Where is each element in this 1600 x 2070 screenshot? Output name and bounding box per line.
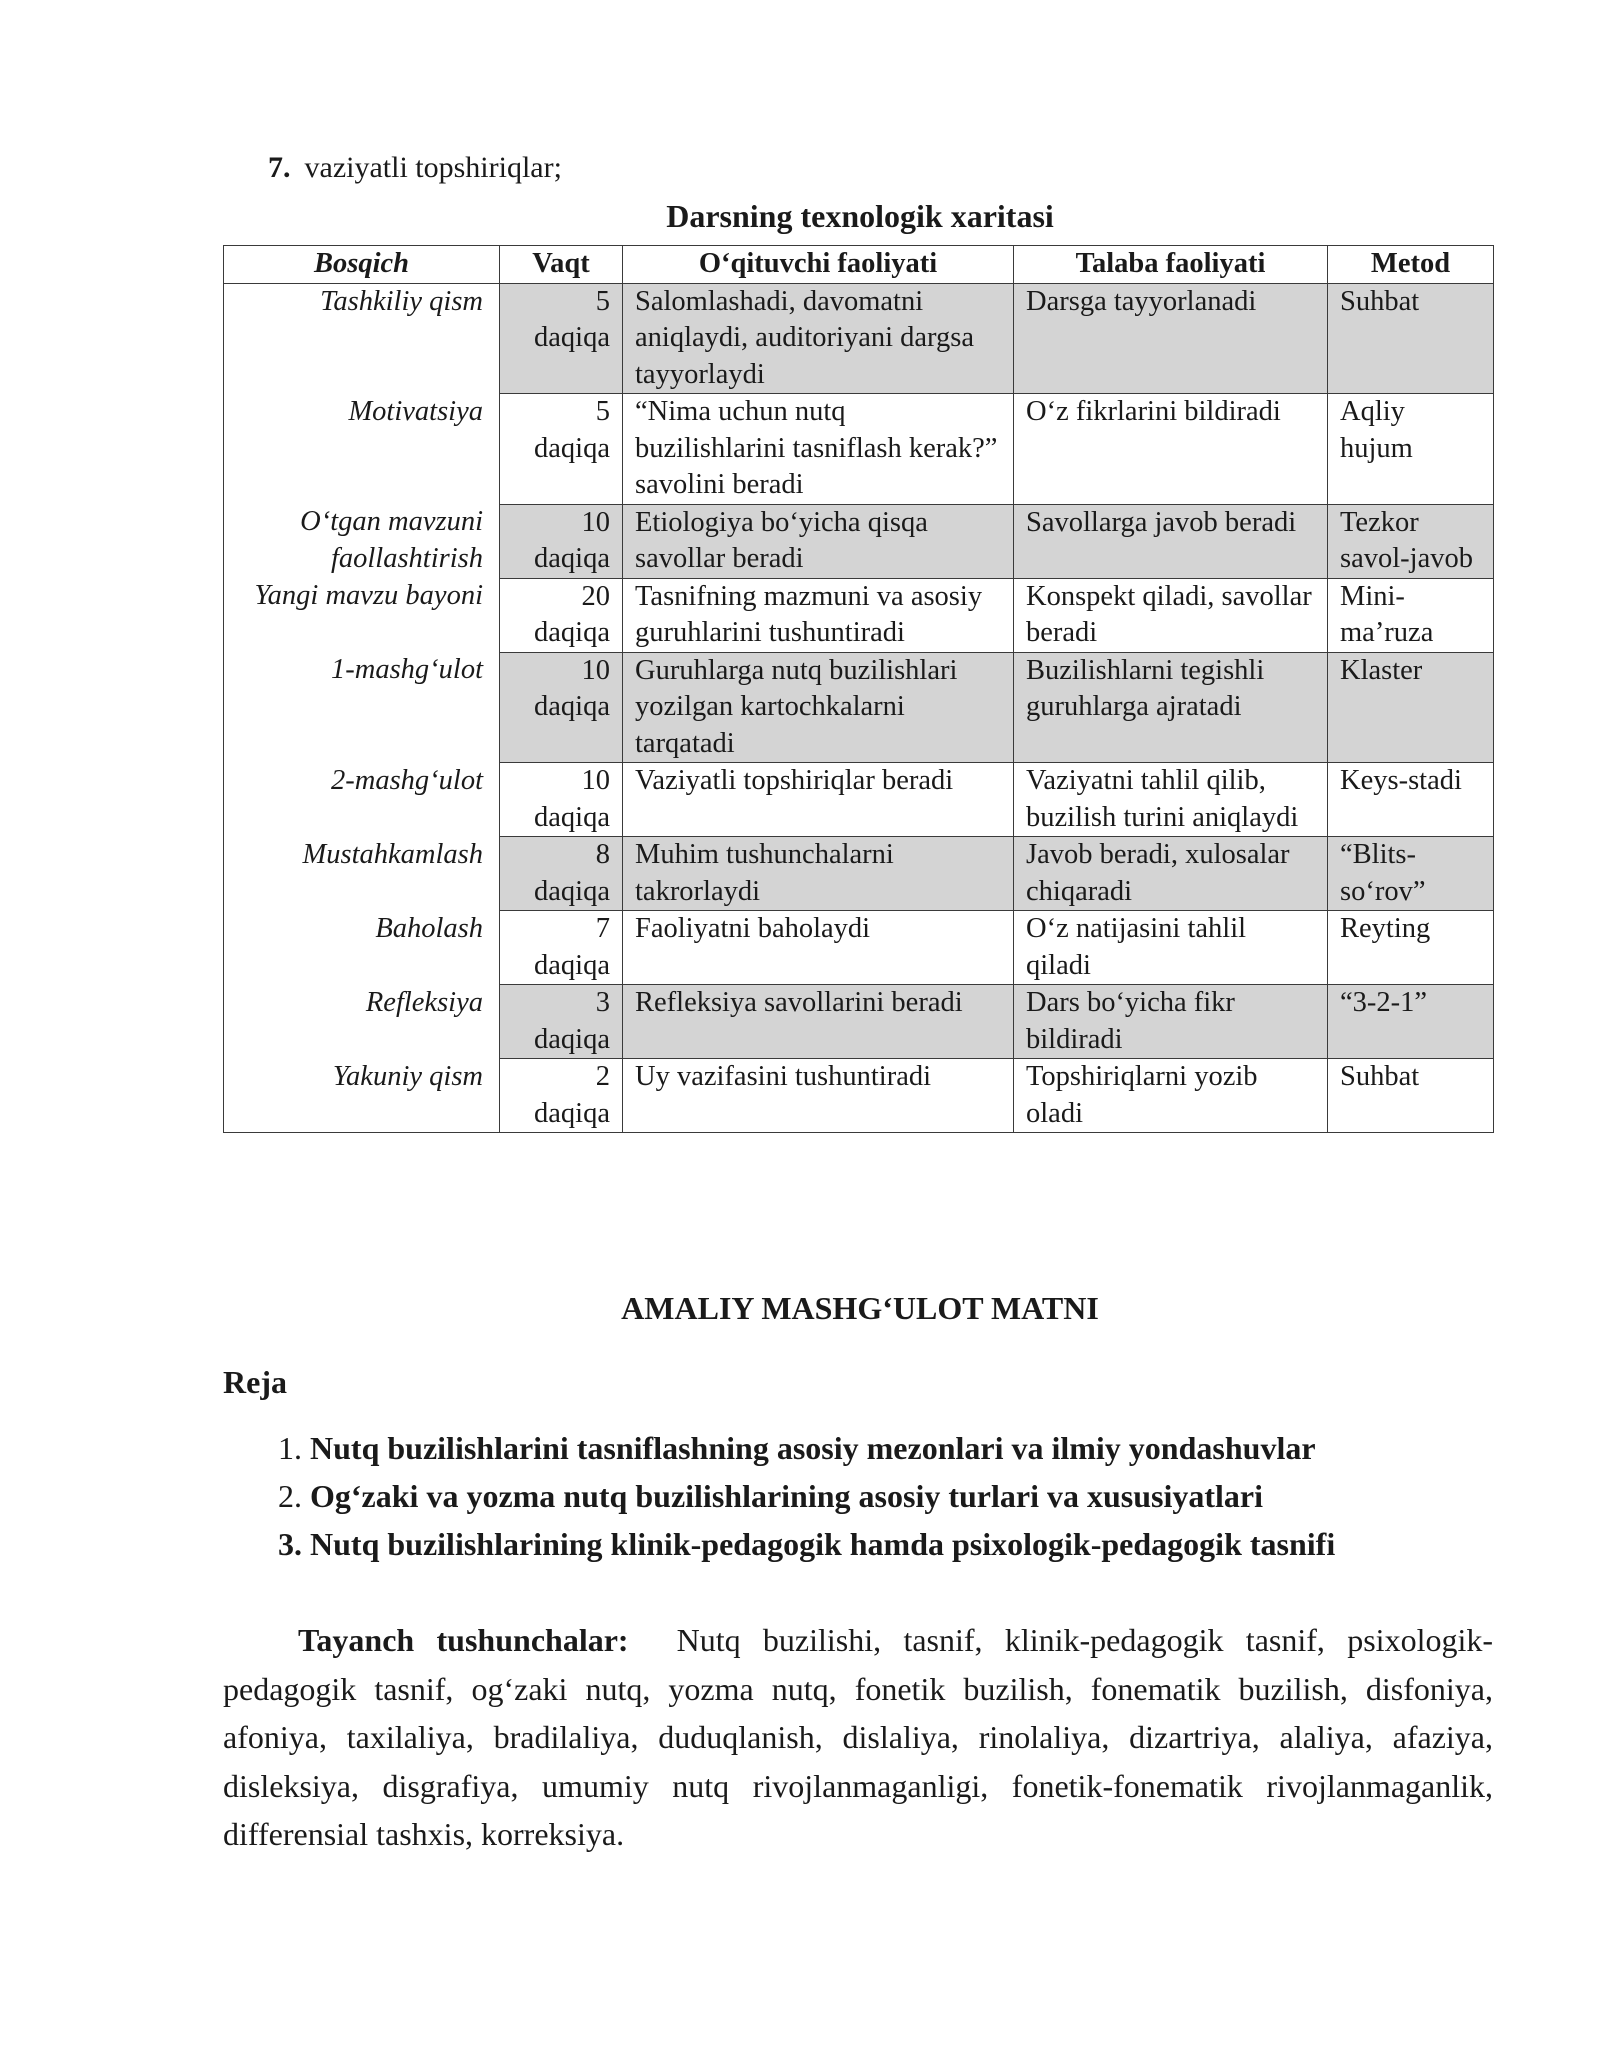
- table-row: [224, 985, 1494, 1059]
- time-value: 2: [595, 1061, 610, 1092]
- stage-cell: Tashkiliy qism: [224, 283, 500, 394]
- header-student: Talaba faoliyati: [1014, 246, 1328, 284]
- time-value: 20: [581, 580, 610, 612]
- time-cell: [500, 394, 623, 505]
- time-value: 8: [595, 839, 610, 870]
- plan-item-3: 3. Nutq buzilishlarining klinik-pedagogik hamda psixologik-pedagogik tasnifi: [278, 1526, 1336, 1562]
- technology-map-table: [223, 245, 1494, 1133]
- method-cell: Klaster: [1328, 652, 1494, 763]
- stage-cell: Motivatsiya: [224, 394, 500, 505]
- stage-cell: Mustahkamlash: [224, 837, 500, 911]
- stage-cell: Refleksiya: [224, 985, 500, 1059]
- table-row: [224, 652, 1494, 763]
- time-value: 7: [595, 913, 610, 944]
- plan-item-2: 2. Og‘zaki va yozma nutq buzilishlarining asosiy turlari va xususiyatlari: [278, 1478, 1263, 1514]
- teacher-activity-cell: Uy vazifasini tushuntiradi: [623, 1059, 1014, 1133]
- time-cell: [500, 504, 623, 578]
- table-header-row: [224, 246, 1494, 284]
- header-teacher: O‘qituvchi faoliyati: [623, 246, 1014, 284]
- stage-cell: O‘tgan mavzuni faollashtirish: [224, 504, 500, 578]
- list-item-7: [268, 150, 562, 186]
- time-cell: [500, 763, 623, 837]
- time-unit: daqiqa: [534, 617, 610, 648]
- time-cell: [500, 911, 623, 985]
- method-cell: “3-2-1”: [1328, 985, 1494, 1059]
- student-activity-cell: O‘z fikrlarini bildiradi: [1014, 394, 1328, 505]
- time-unit: daqiqa: [534, 691, 610, 722]
- stage-cell: Yakuniy qism: [224, 1059, 500, 1133]
- time-cell: [500, 1059, 623, 1133]
- time-unit: daqiqa: [534, 322, 610, 353]
- key-concepts-label: Tayanch tushunchalar:: [298, 1622, 629, 1658]
- student-activity-cell: Konspekt qiladi, savollar beradi: [1014, 578, 1328, 652]
- plan-item-1: 1. Nutq buzilishlarini tasniflashning asosiy mezonlari va ilmiy yondashuvlar: [278, 1430, 1316, 1466]
- stage-cell: 2-mashg‘ulot: [224, 763, 500, 837]
- student-activity-cell: Topshiriqlarni yozib oladi: [1014, 1059, 1328, 1133]
- time-cell: [500, 985, 623, 1059]
- student-activity-cell: Javob beradi, xulosalar chiqaradi: [1014, 837, 1328, 911]
- method-cell: Reyting: [1328, 911, 1494, 985]
- time-unit: daqiqa: [534, 801, 610, 833]
- key-concepts-paragraph: [223, 1616, 1493, 1859]
- student-activity-cell: Vaziyatni tahlil qilib, buzilish turini aniqlaydi: [1014, 763, 1328, 837]
- table-row: [224, 394, 1494, 505]
- stage-cell: Yangi mavzu bayoni: [224, 578, 500, 652]
- header-method: Metod: [1328, 246, 1494, 284]
- student-activity-cell: Darsga tayyorlanadi: [1014, 283, 1328, 394]
- teacher-activity-cell: Salomlashadi, davomatni aniqlaydi, auditoriyani dargsa tayyorlaydi: [623, 283, 1014, 394]
- time-value: 10: [581, 654, 610, 686]
- time-unit: daqiqa: [534, 1023, 610, 1055]
- time-value: 5: [595, 396, 610, 427]
- time-value: 10: [581, 765, 610, 796]
- key-concepts-text: Nutq buzilishi, tasnif, klinik-pedagogik tasnif, psixologik-pedagogik tasnif, og‘zaki nutq, yozma nutq, fonetik buzilish, fonematik buzilish, disfoniya, afoniya, taxilaliya, bradilaliya, duduqlanish, dislaliya, rinolaliya, dizartriya, alaliya, afaziya, disleksiya, disgrafiya, umumiy nutq rivojlanmaganligi, fonetik-fonematik rivojlanmaganlik, differensial tashxis, korreksiya.: [223, 1622, 1494, 1852]
- header-time: Vaqt: [500, 246, 623, 284]
- plan-list: [223, 1424, 1493, 1568]
- table-row: [224, 1059, 1494, 1133]
- table-row: [224, 504, 1494, 578]
- table-title: Darsning texnologik xaritasi: [666, 198, 1054, 234]
- time-unit: daqiqa: [534, 875, 610, 907]
- method-cell: Mini-ma’ruza: [1328, 578, 1494, 652]
- header-stage: Bosqich: [224, 246, 500, 284]
- table-row: [224, 283, 1494, 394]
- table-row: [224, 763, 1494, 837]
- section-title: AMALIY MASHG‘ULOT MATNI: [621, 1290, 1099, 1326]
- table-row: [224, 837, 1494, 911]
- student-activity-cell: Buzilishlarni tegishli guruhlarga ajratadi: [1014, 652, 1328, 763]
- method-cell: “Blits-so‘rov”: [1328, 837, 1494, 911]
- teacher-activity-cell: “Nima uchun nutq buzilishlarini tasniflash kerak?” savolini beradi: [623, 394, 1014, 505]
- list-number: 7.: [268, 151, 291, 184]
- student-activity-cell: Savollarga javob beradi: [1014, 504, 1328, 578]
- teacher-activity-cell: Refleksiya savollarini beradi: [623, 985, 1014, 1059]
- time-unit: daqiqa: [534, 949, 610, 981]
- method-cell: Suhbat: [1328, 1059, 1494, 1133]
- teacher-activity-cell: Guruhlarga nutq buzilishlari yozilgan kartochkalarni tarqatadi: [623, 652, 1014, 763]
- time-value: 10: [581, 506, 610, 538]
- teacher-activity-cell: Etiologiya bo‘yicha qisqa savollar beradi: [623, 504, 1014, 578]
- plan-heading: Reja: [223, 1364, 287, 1400]
- teacher-activity-cell: Vaziyatli topshiriqlar beradi: [623, 763, 1014, 837]
- time-unit: daqiqa: [534, 543, 610, 574]
- time-cell: [500, 837, 623, 911]
- time-value: 5: [595, 285, 610, 317]
- method-cell: Tezkor savol-javob: [1328, 504, 1494, 578]
- method-cell: Suhbat: [1328, 283, 1494, 394]
- list-text: vaziyatli topshiriqlar;: [304, 151, 562, 184]
- stage-cell: 1-mashg‘ulot: [224, 652, 500, 763]
- method-cell: Keys-stadi: [1328, 763, 1494, 837]
- time-unit: daqiqa: [534, 1097, 610, 1129]
- time-value: 3: [595, 987, 610, 1018]
- student-activity-cell: Dars bo‘yicha fikr bildiradi: [1014, 985, 1328, 1059]
- table-row: [224, 911, 1494, 985]
- time-cell: [500, 652, 623, 763]
- time-cell: [500, 283, 623, 394]
- time-cell: [500, 578, 623, 652]
- method-cell: Aqliy hujum: [1328, 394, 1494, 505]
- teacher-activity-cell: Faoliyatni baholaydi: [623, 911, 1014, 985]
- stage-cell: Baholash: [224, 911, 500, 985]
- teacher-activity-cell: Muhim tushunchalarni takrorlaydi: [623, 837, 1014, 911]
- time-unit: daqiqa: [534, 432, 610, 464]
- table-row: [224, 578, 1494, 652]
- teacher-activity-cell: Tasnifning mazmuni va asosiy guruhlarini tushuntiradi: [623, 578, 1014, 652]
- student-activity-cell: O‘z natijasini tahlil qiladi: [1014, 911, 1328, 985]
